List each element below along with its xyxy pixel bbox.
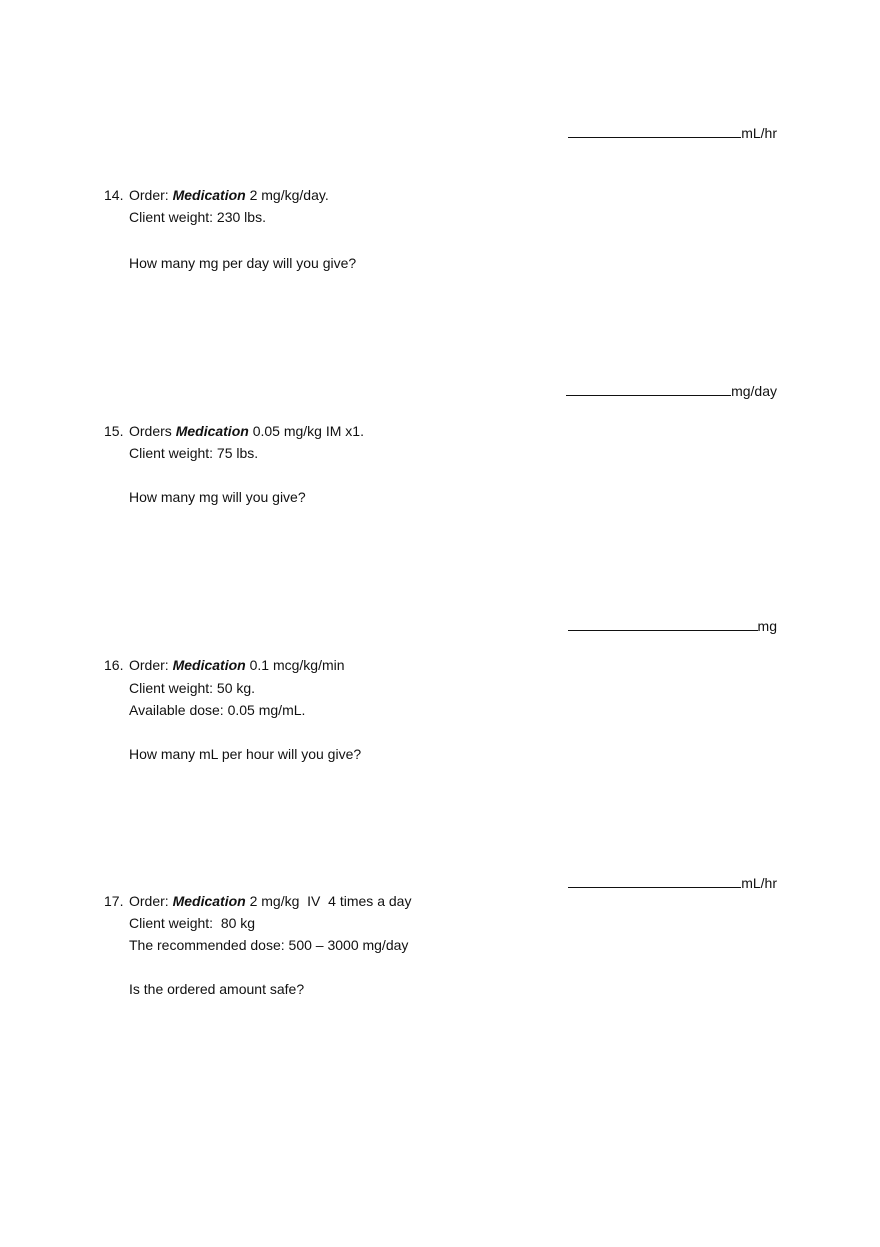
answer-blank-1[interactable] bbox=[560, 105, 777, 142]
question-number: 16. bbox=[104, 657, 124, 673]
answer-line[interactable] bbox=[568, 873, 741, 888]
order-line: Orders Medication 0.05 mg/kg IM x1. bbox=[129, 423, 364, 439]
client-weight: Client weight: 75 lbs. bbox=[129, 445, 259, 461]
answer-blank-3[interactable] bbox=[560, 598, 777, 635]
order-line: Order: Medication 2 mg/kg/day. bbox=[129, 187, 329, 203]
answer-unit: mL/hr bbox=[741, 125, 777, 141]
answer-line[interactable] bbox=[566, 381, 731, 396]
question-number: 17. bbox=[104, 893, 124, 909]
order-line: Order: Medication 2 mg/kg IV 4 times a day bbox=[129, 893, 412, 909]
answer-blank-4[interactable] bbox=[560, 855, 777, 892]
question-prompt: How many mg will you give? bbox=[129, 489, 306, 505]
question-prompt: How many mL per hour will you give? bbox=[129, 746, 362, 762]
client-weight: Client weight: 50 kg. bbox=[129, 680, 256, 696]
answer-unit: mg/day bbox=[731, 383, 777, 399]
medication-name: Medication bbox=[172, 187, 246, 203]
answer-blank-2[interactable] bbox=[558, 363, 777, 400]
question-prompt: Is the ordered amount safe? bbox=[129, 981, 305, 997]
available-dose: Available dose: 0.05 mg/mL. bbox=[129, 702, 306, 718]
medication-name: Medication bbox=[175, 423, 249, 439]
question-prompt: How many mg per day will you give? bbox=[129, 255, 357, 271]
answer-unit: mg bbox=[757, 618, 777, 634]
answer-line[interactable] bbox=[568, 616, 758, 631]
order-line: Order: Medication 0.1 mcg/kg/min bbox=[129, 657, 345, 673]
client-weight: Client weight: 230 lbs. bbox=[129, 209, 266, 225]
recommended-dose: The recommended dose: 500 – 3000 mg/day bbox=[129, 937, 409, 953]
answer-unit: mL/hr bbox=[741, 875, 777, 891]
medication-name: Medication bbox=[172, 657, 246, 673]
medication-name: Medication bbox=[172, 893, 246, 909]
question-number: 15. bbox=[104, 423, 124, 439]
question-number: 14. bbox=[104, 187, 124, 203]
client-weight: Client weight: 80 kg bbox=[129, 915, 256, 931]
answer-line[interactable] bbox=[568, 123, 741, 138]
